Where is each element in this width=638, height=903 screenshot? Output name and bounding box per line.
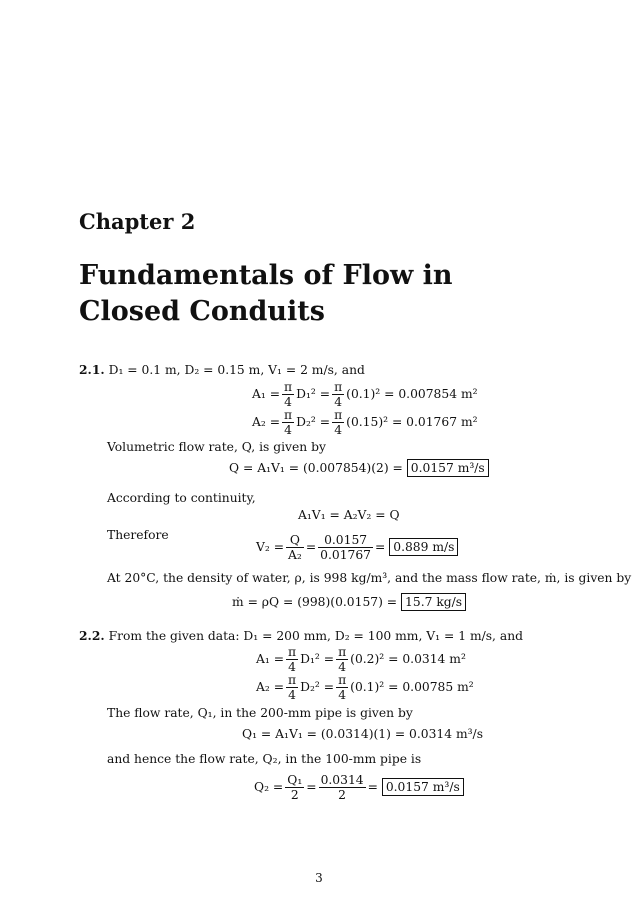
q2-equation: Q₂ = $\frac{\text{Q₁}}{2}$ = $\frac{0.0314}{2}$ = 0.0157 m³/s — [254, 773, 464, 802]
problem-number: 2.2. — [79, 628, 105, 643]
problem-number: 2.1. — [79, 362, 105, 377]
problem-intro: From the given data: D₁ = 200 mm, D₂ = 100 mm, V₁ = 1 m/s, and — [108, 629, 523, 643]
flow-rate-equation: Q₁ = A₁V₁ = (0.0314)(1) = 0.0314 m³/s — [242, 727, 484, 741]
flow-rate-text: The flow rate, Q₁, in the 200-mm pipe is given by — [107, 706, 413, 720]
area-a2-equation: A₂ = $\frac{\pi}{4}$ D₂² = $\frac{\pi}{4}$ (0.15)² = 0.01767 m² — [252, 408, 478, 437]
problem-2-2-intro — [79, 628, 523, 644]
flow-rate-equation: Q = A₁V₁ = (0.007854)(2) = 0.0157 m³/s — [229, 461, 489, 476]
problem-2-1-intro — [79, 362, 365, 378]
page-title: Fundamentals of Flow in Closed Conduits — [79, 260, 453, 327]
hence-text: and hence the flow rate, Q₂, in the 100-mm pipe is — [107, 752, 422, 766]
problem-intro: D₁ = 0.1 m, D₂ = 0.15 m, V₁ = 2 m/s, and — [108, 363, 365, 377]
answer-box: 15.7 kg/s — [401, 593, 466, 611]
answer-box: 0.889 m/s — [389, 538, 458, 556]
velocity-equation: V₂ = $\frac{Q}{\text{A₂}}$ = $\frac{0.0157}{0.01767}$ = 0.889 m/s — [256, 533, 458, 562]
mass-flow-equation: ṁ = ρQ = (998)(0.0157) = 15.7 kg/s — [232, 595, 466, 610]
therefore-text: Therefore — [107, 528, 169, 542]
density-text: At 20°C, the density of water, ρ, is 998 kg/m³, and the mass flow rate, ṁ, is given by — [107, 571, 632, 585]
continuity-text: According to continuity, — [107, 491, 256, 505]
chapter-label: Chapter 2 — [79, 209, 196, 234]
answer-box: 0.0157 m³/s — [407, 459, 489, 477]
flow-rate-text: Volumetric flow rate, Q, is given by — [107, 440, 326, 454]
page-number: 3 — [315, 871, 323, 885]
continuity-equation: A₁V₁ = A₂V₂ = Q — [298, 508, 400, 522]
answer-box: 0.0157 m³/s — [382, 778, 464, 796]
area-a1-equation: A₁ = $\frac{\pi}{4}$ D₁² = $\frac{\pi}{4}$ (0.2)² = 0.0314 m² — [256, 645, 466, 674]
area-a1-equation: A₁ = $\frac{\pi}{4}$ D₁² = $\frac{\pi}{4}$ (0.1)² = 0.007854 m² — [252, 380, 478, 409]
area-a2-equation: A₂ = $\frac{\pi}{4}$ D₂² = $\frac{\pi}{4}$ (0.1)² = 0.00785 m² — [256, 673, 474, 702]
